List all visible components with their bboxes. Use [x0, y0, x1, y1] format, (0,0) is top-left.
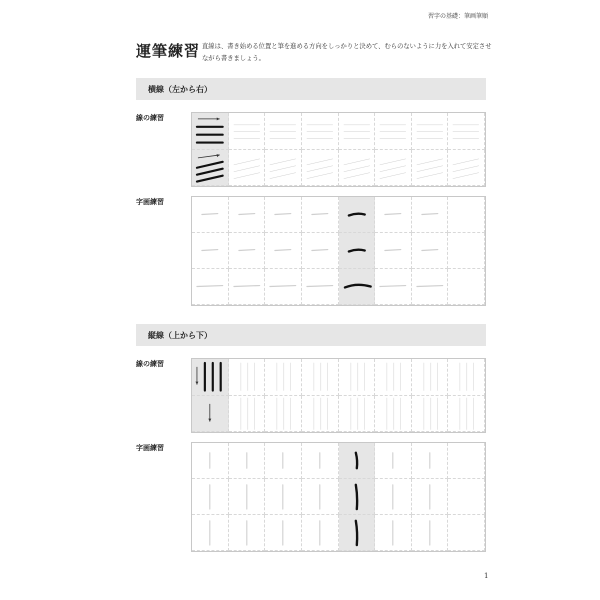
model-stroke-cell — [339, 233, 376, 269]
practice-cell — [375, 197, 412, 233]
model-stroke-cell — [339, 515, 376, 551]
practice-cell — [375, 479, 412, 515]
practice-cell — [302, 515, 339, 551]
practice-cell — [375, 233, 412, 269]
practice-cell — [229, 197, 266, 233]
practice-cell — [448, 197, 485, 233]
practice-cell — [412, 150, 449, 187]
practice-cell — [412, 269, 449, 305]
example-stroke-cell — [192, 150, 229, 187]
horizontal-stroke-practice-grid — [191, 196, 486, 306]
practice-cell — [375, 113, 412, 150]
practice-cell — [192, 443, 229, 479]
practice-cell — [302, 233, 339, 269]
practice-cell — [339, 396, 376, 433]
example-stroke-cell — [192, 359, 229, 396]
practice-cell — [375, 150, 412, 187]
practice-cell — [412, 443, 449, 479]
practice-cell — [448, 269, 485, 305]
practice-cell — [448, 515, 485, 551]
practice-cell — [339, 150, 376, 187]
practice-cell — [229, 359, 266, 396]
stroke-practice-label: 字画練習 — [136, 443, 164, 452]
section-heading-vertical: 縦線（上から下） — [136, 324, 486, 346]
practice-cell — [192, 479, 229, 515]
practice-cell — [265, 443, 302, 479]
practice-cell — [375, 359, 412, 396]
intro-text: 直線は、書き始める位置と筆を進める方向をしっかりと決めて、むらのないように力を入れて安定させながら書きましょう。 — [202, 43, 492, 62]
practice-cell — [302, 197, 339, 233]
practice-cell — [302, 443, 339, 479]
practice-cell — [375, 269, 412, 305]
practice-cell — [265, 359, 302, 396]
practice-cell — [229, 396, 266, 433]
vertical-line-practice-grid — [191, 358, 486, 433]
practice-cell — [229, 150, 266, 187]
example-stroke-cell — [192, 113, 229, 150]
practice-cell — [448, 359, 485, 396]
practice-cell — [412, 396, 449, 433]
practice-cell — [339, 113, 376, 150]
practice-cell — [339, 359, 376, 396]
horizontal-line-practice-grid — [191, 112, 486, 187]
practice-cell — [192, 269, 229, 305]
practice-cell — [448, 150, 485, 187]
model-stroke-cell — [339, 197, 376, 233]
practice-cell — [265, 396, 302, 433]
model-stroke-cell — [339, 443, 376, 479]
vertical-stroke-practice-grid — [191, 442, 486, 552]
practice-cell — [229, 233, 266, 269]
model-stroke-cell — [339, 269, 376, 305]
practice-cell — [192, 197, 229, 233]
practice-cell — [192, 515, 229, 551]
practice-cell — [229, 443, 266, 479]
line-practice-label: 線の練習 — [136, 359, 164, 368]
practice-cell — [265, 479, 302, 515]
practice-cell — [412, 515, 449, 551]
practice-cell — [265, 113, 302, 150]
practice-cell — [375, 443, 412, 479]
practice-cell — [265, 269, 302, 305]
practice-cell — [229, 515, 266, 551]
practice-cell — [448, 443, 485, 479]
section-heading-horizontal: 横線（左から右） — [136, 78, 486, 100]
practice-cell — [448, 233, 485, 269]
practice-cell — [412, 113, 449, 150]
practice-cell — [412, 359, 449, 396]
practice-cell — [265, 197, 302, 233]
page-header: 習字の基礎：筆画筆順 — [427, 13, 488, 20]
practice-cell — [375, 515, 412, 551]
page-title: 運筆練習 — [136, 42, 201, 60]
practice-cell — [265, 233, 302, 269]
practice-cell — [302, 396, 339, 433]
practice-cell — [302, 113, 339, 150]
example-stroke-cell — [192, 396, 229, 433]
practice-cell — [302, 359, 339, 396]
model-stroke-cell — [339, 479, 376, 515]
page-number: 1 — [484, 572, 489, 580]
practice-cell — [302, 269, 339, 305]
practice-cell — [192, 233, 229, 269]
practice-cell — [448, 479, 485, 515]
practice-cell — [412, 233, 449, 269]
practice-cell — [375, 396, 412, 433]
practice-cell — [229, 113, 266, 150]
stroke-practice-label: 字画練習 — [136, 197, 164, 206]
practice-cell — [302, 479, 339, 515]
line-practice-label: 線の練習 — [136, 113, 164, 122]
practice-cell — [302, 150, 339, 187]
practice-cell — [448, 396, 485, 433]
practice-cell — [229, 269, 266, 305]
practice-cell — [265, 150, 302, 187]
practice-cell — [412, 479, 449, 515]
practice-cell — [265, 515, 302, 551]
practice-cell — [412, 197, 449, 233]
practice-cell — [448, 113, 485, 150]
practice-cell — [229, 479, 266, 515]
